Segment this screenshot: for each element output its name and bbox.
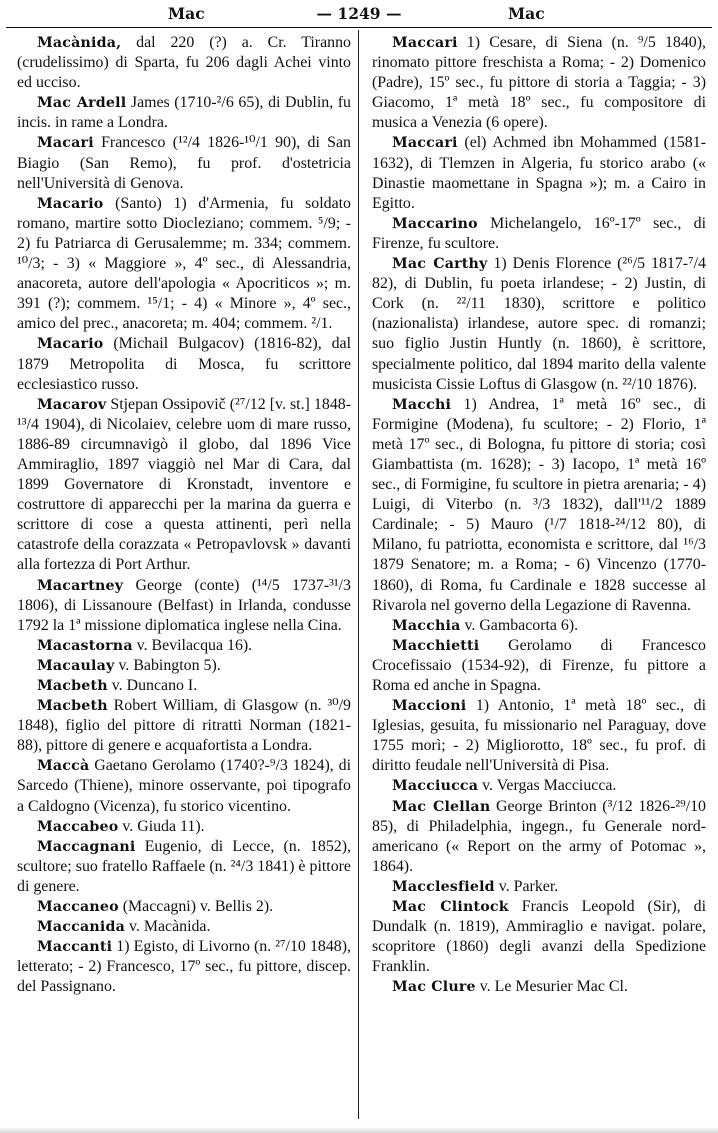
header-right-word: Mac <box>508 4 545 23</box>
entry-headword: Macbeth <box>37 678 108 694</box>
entry-headword: Maccari <box>392 35 458 51</box>
entry-text: v. Vergas Macciucca. <box>478 777 617 795</box>
entry-headword: Maccà <box>37 758 90 775</box>
right-column <box>372 33 706 998</box>
entry-headword: Maccagnani <box>37 838 136 855</box>
entry-text: (el) Achmed ibn Mohammed (1581-1632), di Tlemzen in Algeria, fu storico arabo (« Dinastie maomettane in Spagna »); m. a Cairo in Egitto. <box>372 134 706 212</box>
dictionary-entry <box>372 897 706 977</box>
entry-text: Gerolamo di Francesco Crocefissaio (1534-92), di Firenze, fu pittore a Roma ed anche in Spagna. <box>372 636 706 694</box>
dictionary-entry <box>372 33 706 133</box>
entry-text: (Michail Bulgacov) (1816-82), dal 1879 Metropolita di Mosca, fu scrittore ecclesiastico russo. <box>17 335 351 393</box>
dictionary-entry <box>17 576 351 636</box>
entry-text: v. Parker. <box>494 877 559 895</box>
column-divider <box>358 30 359 1119</box>
entry-headword: Macchia <box>392 617 461 634</box>
dictionary-entry <box>17 93 351 133</box>
entry-text: Francis Leopold (Sir), di Dundalk (n. 1819), Ammiraglio e navigat. polare, scopritore (1860) degli avanzi della Spedizione Franklin. <box>372 898 706 976</box>
entry-text: 1) Antonio, 1ª metà 18º sec., di Iglesias, gesuita, fu missionario nel Paraguay, dove 1755 morì; - 2) Migliorotto, 18º sec., fu prof. di diritto feudale nell'Università di Pisa. <box>372 697 706 775</box>
dictionary-entry <box>372 797 706 877</box>
entry-text: v. Gambacorta 6). <box>460 616 579 634</box>
entry-headword: Macarov <box>37 396 107 413</box>
header-rule <box>6 27 712 28</box>
entry-text: Gaetano Gerolamo (1740?-⁹/3 1824), di Sarcedo (Thiene), minore osservante, poi tipografo a Caldogno (Vicenza), fu storico vicentino. <box>17 757 351 815</box>
entry-headword: Mac Clure <box>392 979 476 996</box>
dictionary-entry <box>17 194 351 335</box>
entry-text: Eugenio, di Lecce, (n. 1852), scultore; suo fratello Raffaele (n. ²⁴/3 1841) è pittore di genere. <box>17 837 351 895</box>
page-number: — 1249 — <box>316 4 402 23</box>
page-bottom-edge <box>0 1127 718 1133</box>
entry-text: George Brinton (³/12 1826-²⁹/10 85), di Philadelphia, ingegn., fu Generale nord-americano (« Report on the army of Potomac », 1864). <box>372 797 706 875</box>
dictionary-entry <box>17 33 351 93</box>
entry-text: v. Giuda 11). <box>118 817 205 835</box>
entry-headword: Maccanti <box>37 939 113 956</box>
dictionary-entry <box>372 696 706 776</box>
dictionary-entry <box>372 395 706 616</box>
entry-text: v. Duncano I. <box>107 677 198 694</box>
entry-text: James (1710-²/6 65), di Dublin, fu incis. in rame a Londra. <box>17 94 351 132</box>
dictionary-entry <box>17 696 351 756</box>
page-header <box>8 4 710 26</box>
dictionary-entry <box>17 837 351 897</box>
entry-text: 1) Cesare, di Siena (n. ⁹/5 1840), rinomato pittore freschista a Roma; - 2) Domenico (Padre), 15º sec., fu pittore di storia a Taggia; - 3) Giacomo, 1ª metà 18º sec., fu compositore di musica a Venezia (6 opere). <box>372 34 706 132</box>
dictionary-entry <box>17 897 351 917</box>
dictionary-entry <box>17 676 351 696</box>
dictionary-entry <box>17 395 351 576</box>
entry-headword: Macclesfield <box>392 878 495 895</box>
entry-headword: Macchi <box>392 396 452 413</box>
entry-headword: Maccioni <box>392 698 467 715</box>
entry-text: Francesco (¹²/4 1826-¹⁰/1 90), di San Biagio (San Remo), fu prof. d'ostetricia nell'Università di Genova. <box>17 134 351 192</box>
entry-text: (Maccagni) v. Bellis 2). <box>118 898 274 916</box>
entry-headword: Macario <box>37 195 104 212</box>
entry-text: v. Babington 5). <box>114 656 221 674</box>
entry-headword: Maccabeo <box>37 818 119 835</box>
left-column <box>17 33 351 998</box>
entry-text: Stjepan Ossipovič (²⁷/12 [v. st.] 1848-¹³/4 1904), di Nicolaiev, celebre uom di mare russo, 1886-89 circumnavigò il globo, dal 1896 Vice Ammiraglio, 1897 viaggiò nel Mar di Cara, dal 1899 Governatore di Kronstadt, inventore e costruttore di apparecchi per la marina da guerra e scrittore di cose a questa attinenti, perì nella catastrofe della corazzata « Petropavlovsk » davanti alla fortezza di Port Arthur. <box>17 395 351 574</box>
entry-text: 1) Egisto, di Livorno (n. ²⁷/10 1848), letterato; - 2) Francesco, 17º sec., fu pittore, discep. del Passignano. <box>17 938 351 996</box>
entry-headword: Maccarino <box>392 215 478 232</box>
dictionary-entry <box>372 133 706 213</box>
dictionary-entry <box>372 214 706 254</box>
entry-text: v. Macànida. <box>125 918 211 936</box>
dictionary-entry <box>17 756 351 816</box>
entry-headword: Macari <box>37 135 94 152</box>
entry-headword: Mac Clellan <box>392 798 491 815</box>
entry-text: 1) Denis Florence (²⁶/5 1817-⁷/4 82), di Dublin, fu poeta irlandese; - 2) Justin, di Cork (n. ²²/11 1830), scrittore e politico (nazionalista) irlandese, autore spec. di romanzi; suo figlio Justin Huntly (n. 1860), è scrittore, specialmente politico, dal 1894 marito della valente musicista Cissie Loftus di Glasgow (n. ²²/10 1876). <box>372 255 707 393</box>
dictionary-entry <box>372 977 706 997</box>
entry-headword: Macbeth <box>37 698 108 715</box>
entry-headword: Macchietti <box>392 637 480 654</box>
entry-headword: Macastorna <box>37 637 133 654</box>
entry-headword: Mac Carthy <box>392 256 488 273</box>
entry-text: dal 220 (?) a. Cr. Tiranno (crudelissimo) di Sparta, fu 206 dagli Achei vinto ed ucciso. <box>17 34 351 92</box>
entry-headword: Maccari <box>392 135 458 152</box>
dictionary-entry <box>372 877 706 897</box>
dictionary-entry <box>372 616 706 636</box>
entry-text: v. Bevilacqua 16). <box>132 636 253 654</box>
dictionary-entry <box>17 334 351 394</box>
entry-text: Robert William, di Glasgow (n. ³⁰/9 1848), figlio del pittore di ritratti Norman (1821-88), pittore di genere e acquafortista a Londra. <box>17 697 351 755</box>
dictionary-entry <box>17 817 351 837</box>
entry-headword: Mac Clintock <box>392 899 509 916</box>
entry-text: George (conte) (¹⁴/5 1737-³¹/3 1806), di Lissanoure (Belfast) in Irlanda, condusse 1792 la 1ª missione diplomatica inglese nella Cina. <box>17 576 351 634</box>
entry-headword: Macànida, <box>37 35 122 51</box>
entry-headword: Macciucca <box>392 778 479 795</box>
entry-text: 1) Andrea, 1ª metà 16º sec., di Formigine (Modena), fu scultore; - 2) Florio, 1ª metà 17º sec., di Bologna, fu pittore di storia; così Giambattista (m. 1628); - 3) Iacopo, 1ª metà 16º sec., di Formigine, fu scultore in pietra arenaria; - 4) Luigi, di Viterbo (n. ³/3 1832), dall'¹¹/2 1889 Cardinale; - 5) Mauro (¹/7 1818-²⁴/12 80), di Milano, fu patriotta, economista e scrittore, dal ¹⁶/3 1879 Senatore; m. a Roma; - 6) Vincenzo (1770-1860), di Roma, fu Cardinale e 1828 successe al Rivarola nel governo della Legazione di Ravenna. <box>372 395 706 614</box>
dictionary-entry <box>17 937 351 997</box>
entry-headword: Maccaneo <box>37 899 119 916</box>
entry-text: v. Le Mesurier Mac Cl. <box>475 978 628 996</box>
dictionary-entry <box>17 133 351 193</box>
dictionary-entry <box>372 776 706 796</box>
dictionary-entry <box>17 917 351 937</box>
entry-text: Michelangelo, 16º-17º sec., di Firenze, fu scultore. <box>372 214 706 252</box>
dictionary-entry <box>372 636 706 696</box>
dictionary-entry <box>17 656 351 676</box>
header-left-word: Mac <box>168 4 205 23</box>
entry-headword: Macaulay <box>37 657 115 674</box>
entry-headword: Mac Ardell <box>37 95 127 112</box>
entry-text: (Santo) 1) d'Armenia, fu soldato romano, martire sotto Diocleziano; commem. ⁵/9; - 2) fu Patriarca di Gerusalemme; m. 334; commem. ¹⁰/3; - 3) « Maggiore », 4º sec., di Alessandria, anacoreta, autore dell'apologia « Apocriticos »; m. 391 (?); commem. ¹⁵/1; - 4) « Minore », 4º sec., amico del prec., anacoreta; m. 404; commem. ²/1. <box>17 194 351 333</box>
dictionary-entry <box>372 254 706 395</box>
entry-headword: Macario <box>37 336 104 353</box>
entry-headword: Maccanida <box>37 919 125 936</box>
entry-headword: Macartney <box>37 577 124 594</box>
dictionary-entry <box>17 636 351 656</box>
